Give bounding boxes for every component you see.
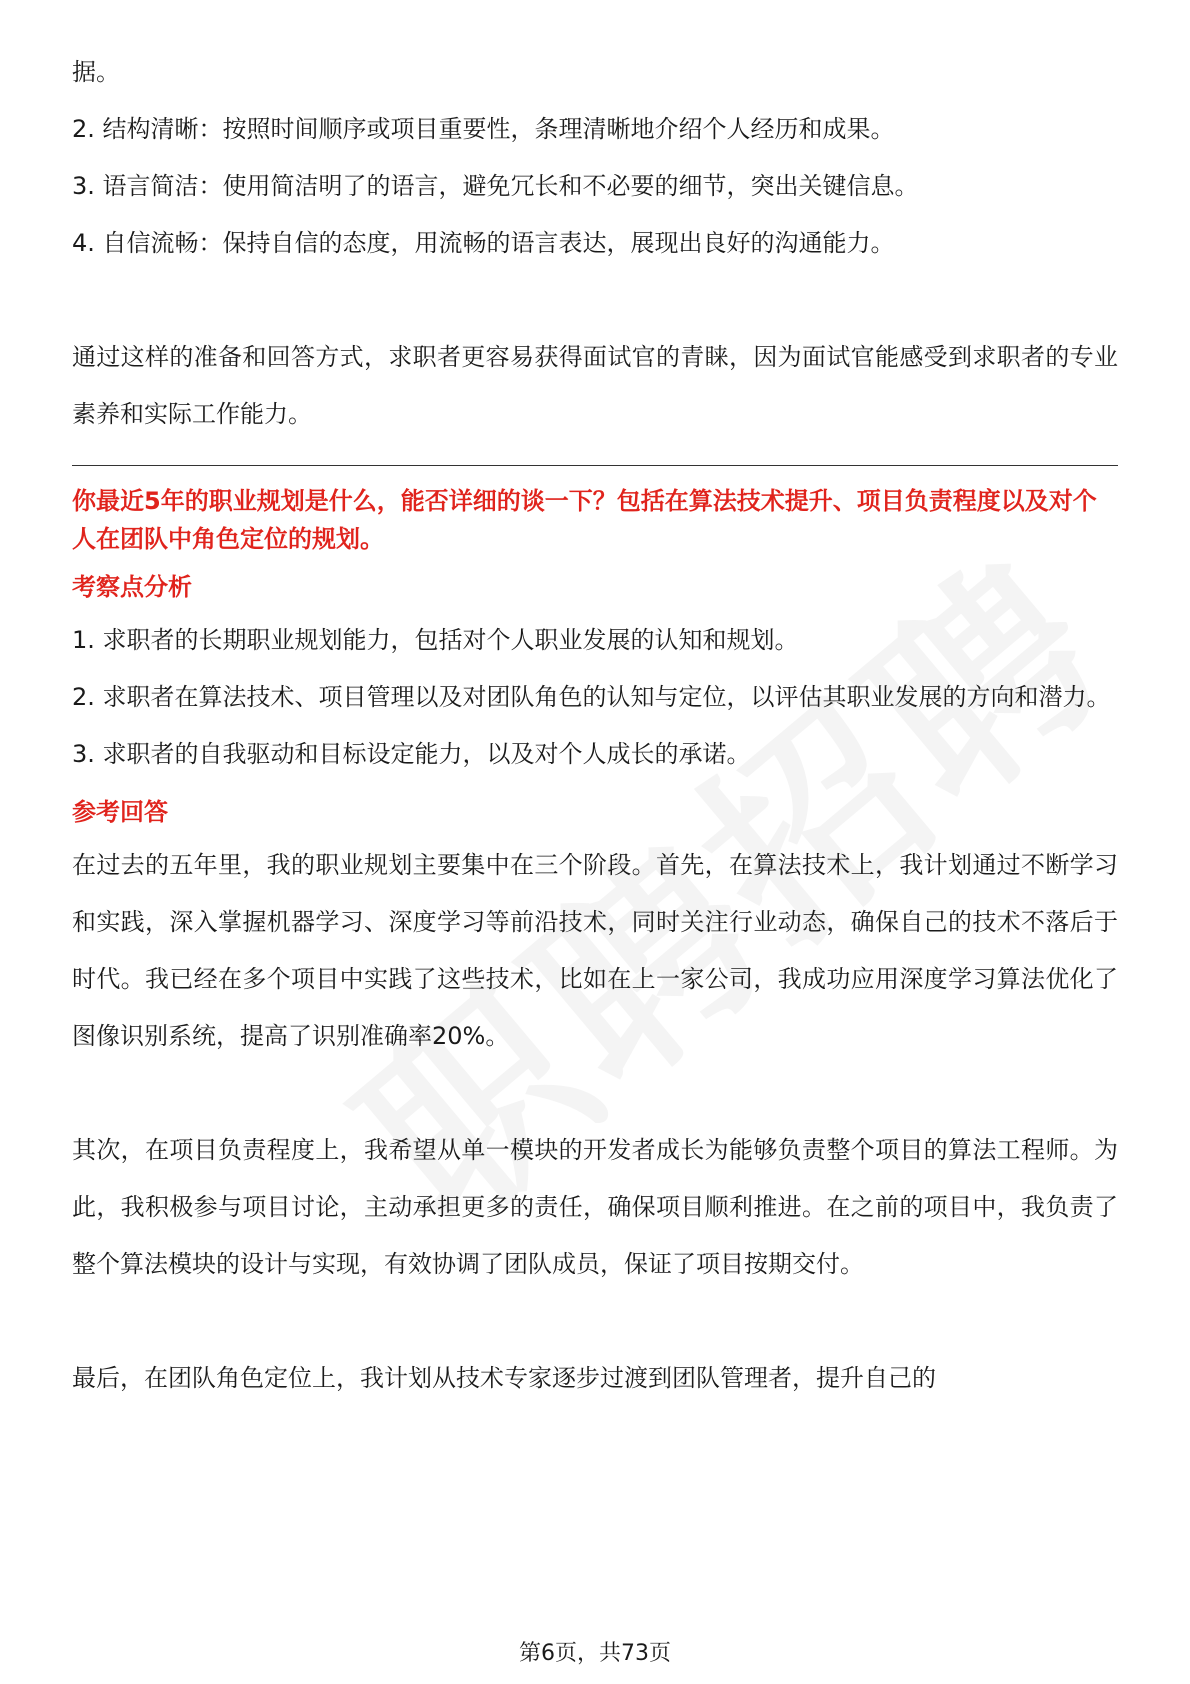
interview-question: 你最近5年的职业规划是什么，能否详细的谈一下？包括在算法技术提升、项目负责程度以及对个人在团队中角色定位的规划。	[72, 487, 1097, 553]
analysis-title: 考察点分析	[72, 573, 192, 601]
spacer	[72, 1065, 1118, 1122]
page-content	[72, 44, 1118, 1407]
analysis-item: 1. 求职者的长期职业规划能力，包括对个人职业发展的认知和规划。	[72, 626, 799, 654]
list-item: 2. 结构清晰：按照时间顺序或项目重要性，条理清晰地介绍个人经历和成果。	[72, 115, 895, 143]
list-item: 4. 自信流畅：保持自信的态度，用流畅的语言表达，展现出良好的沟通能力。	[72, 229, 895, 257]
answer-paragraph: 其次，在项目负责程度上，我希望从单一模块的开发者成长为能够负责整个项目的算法工程师。为此，我积极参与项目讨论，主动承担更多的责任，确保项目顺利推进。在之前的项目中，我负责了整个算法模块的设计与实现，有效协调了团队成员，保证了项目按期交付。	[72, 1136, 1118, 1278]
answer-paragraph: 最后，在团队角色定位上，我计划从技术专家逐步过渡到团队管理者，提升自己的	[72, 1364, 936, 1392]
continued-text: 据。	[72, 58, 120, 86]
spacer	[72, 1293, 1118, 1350]
answer-title: 参考回答	[72, 798, 168, 826]
analysis-item: 2. 求职者在算法技术、项目管理以及对团队角色的认知与定位，以评估其职业发展的方向和潜力。	[72, 683, 1111, 711]
analysis-item: 3. 求职者的自我驱动和目标设定能力，以及对个人成长的承诺。	[72, 740, 751, 768]
list-item: 3. 语言简洁：使用简洁明了的语言，避免冗长和不必要的细节，突出关键信息。	[72, 172, 919, 200]
section-divider	[72, 465, 1118, 466]
answer-paragraph: 在过去的五年里，我的职业规划主要集中在三个阶段。首先，在算法技术上，我计划通过不断学习和实践，深入掌握机器学习、深度学习等前沿技术，同时关注行业动态，确保自己的技术不落后于时代。我已经在多个项目中实践了这些技术，比如在上一家公司，我成功应用深度学习算法优化了图像识别系统，提高了识别准确率20%。	[72, 851, 1118, 1050]
spacer	[72, 272, 1118, 329]
summary-paragraph: 通过这样的准备和回答方式，求职者更容易获得面试官的青睐，因为面试官能感受到求职者的专业素养和实际工作能力。	[72, 343, 1118, 428]
page-number: 第6页，共73页	[519, 1641, 671, 1666]
